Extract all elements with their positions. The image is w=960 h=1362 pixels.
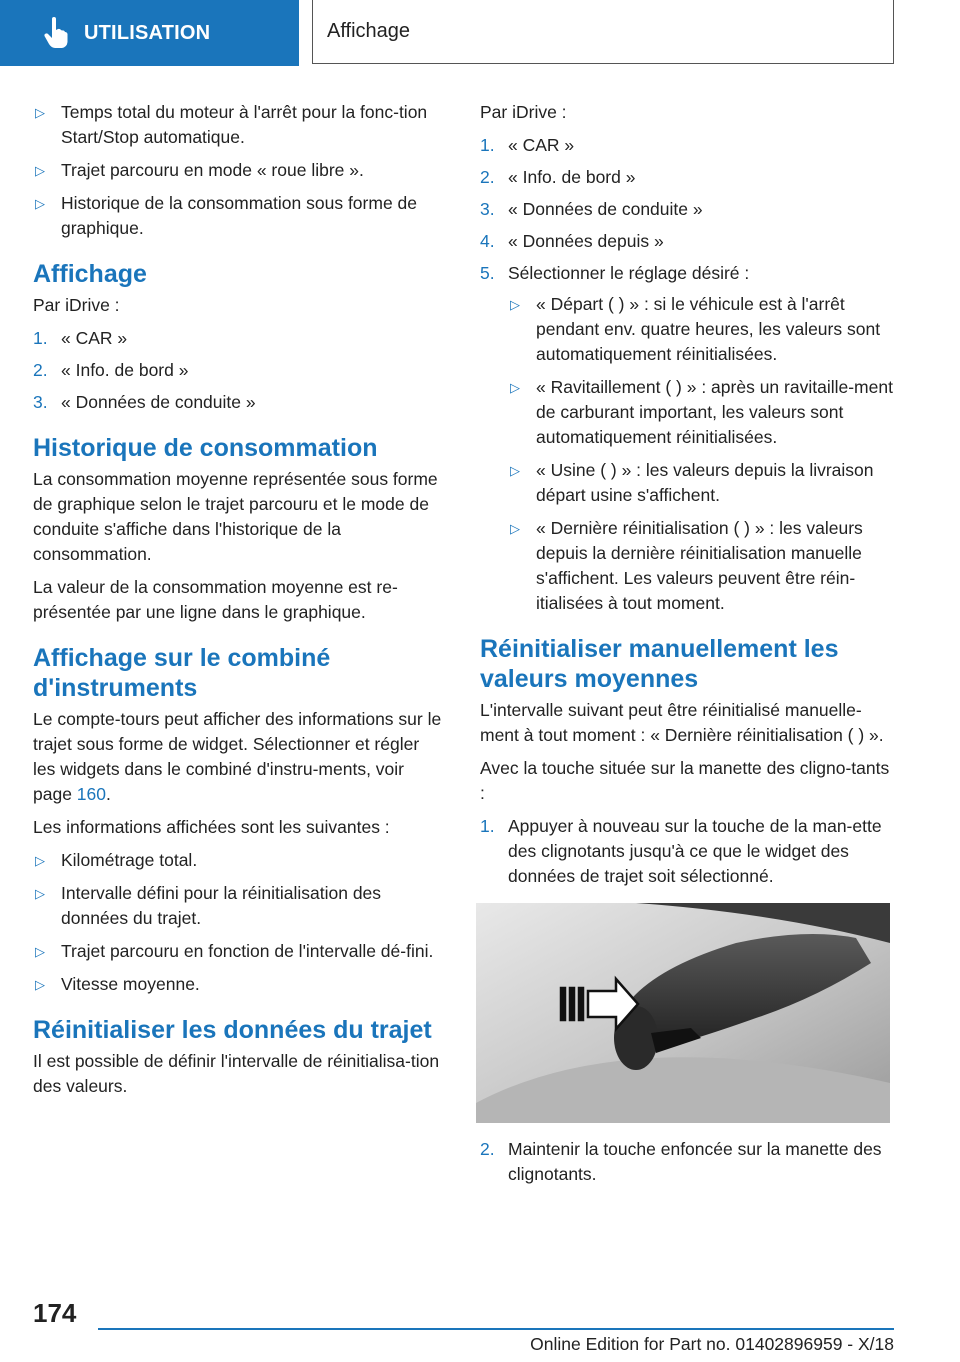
section-label: UTILISATION	[84, 21, 211, 44]
footer-divider	[98, 1328, 894, 1330]
right-column	[480, 100, 894, 1195]
paragraph: La consommation moyenne représentée sous forme de graphique selon le trajet parcouru et le mode de conduite s'affiche dans l'historique de la consommation.	[33, 469, 438, 564]
list-item: ▷ « Usine ( ) » : les valeurs depuis la livraison départ usine s'affichent.	[510, 460, 874, 505]
list-item: ▷ « Ravitaillement ( ) » : après un ravitaille‐ment de carburant important, les valeurs sont automatiquement réinitialisées.	[510, 377, 893, 447]
triangle-bullet-icon: ▷	[35, 886, 45, 901]
triangle-bullet-icon: ▷	[35, 196, 45, 211]
combine-bullet-list	[33, 848, 443, 997]
manual-steps	[480, 814, 894, 889]
left-column	[33, 100, 443, 1107]
heading-reinit-manuel: Réinitialiser manuellement les valeurs moyennes	[480, 635, 839, 693]
paragraph: Par iDrive :	[480, 102, 567, 122]
list-item: 1. « CAR »	[33, 328, 128, 348]
paragraph: Les informations affichées sont les suivantes :	[33, 817, 390, 837]
heading-historique: Historique de consommation	[33, 434, 378, 462]
triangle-bullet-icon: ▷	[35, 853, 45, 868]
list-item: ▷ Kilométrage total.	[33, 848, 443, 873]
page-number: 174	[33, 1298, 77, 1328]
heading-reinit-trajet: Réinitialiser les données du trajet	[33, 1016, 432, 1044]
affichage-steps	[33, 326, 443, 415]
paragraph: Par iDrive :	[33, 295, 120, 315]
heading-affichage: Affichage	[33, 260, 147, 288]
page-link[interactable]: 160	[76, 784, 106, 804]
triangle-bullet-icon: ▷	[35, 163, 45, 178]
triangle-bullet-icon: ▷	[35, 105, 45, 120]
page-title: Affichage	[327, 20, 411, 42]
list-item: ▷ Intervalle défini pour la réinitialisation des données du trajet.	[35, 883, 382, 928]
list-item: ▷ « Départ ( ) » : si le véhicule est à l'arrêt pendant env. quatre heures, les valeurs sont automatiquement réinitialisées.	[510, 294, 881, 364]
list-item: 1. Appuyer à nouveau sur la touche de la man‐ette des clignotants jusqu'à ce que le widget des données de trajet soit sélectionné.	[480, 816, 882, 886]
section-tab	[0, 0, 299, 66]
list-item: 5. Sélectionner le réglage désiré : ▷ « Départ ( ) » : si le véhicule est à l'arrêt pendant env. quatre heures, les valeurs sont automatiquement réinitialisées. ▷ « Ravitaillement ( ) » : après un ravitaille‐ment de carburant important, les valeurs sont automatiquement réinitialisées. ▷ « Usine ( ) » : les valeurs depuis la livraison départ usine s'affichent. ▷ « Dernière réinitialisation ( ) » : les valeurs depuis la dernière réinitialisation manuelle s'affichent. Les valeurs peuvent être réin‐itialisées à tout moment.	[480, 261, 894, 616]
manual-steps-cont	[480, 1137, 894, 1187]
list-item: 4. « Données depuis »	[480, 231, 664, 251]
list-item: 3. « Données de conduite »	[480, 199, 703, 219]
triangle-bullet-icon: ▷	[510, 521, 520, 536]
paragraph: Il est possible de définir l'intervalle de réinitialisa‐tion des valeurs.	[33, 1051, 440, 1096]
hand-pointer-icon	[36, 13, 76, 53]
heading-combine: Affichage sur le combiné d'instruments	[33, 644, 331, 702]
list-item: ▷ Temps total du moteur à l'arrêt pour la fonc‐tion Start/Stop automatique.	[35, 102, 428, 147]
data-steps	[480, 133, 894, 616]
list-item: ▷ Trajet parcouru en mode « roue libre ».	[33, 158, 443, 183]
list-item: 2. « Info. de bord »	[33, 360, 189, 380]
list-item: ▷ Historique de la consommation sous forme de graphique.	[35, 193, 418, 238]
list-item: 2. Maintenir la touche enfoncée sur la manette des clignotants.	[480, 1139, 882, 1184]
setting-options	[508, 292, 894, 616]
triangle-bullet-icon: ▷	[510, 297, 520, 312]
list-item: 3. « Données de conduite »	[33, 392, 256, 412]
paragraph: L'intervalle suivant peut être réinitialisé manuelle‐ment à tout moment : « Dernière réinitialisation ( ) ».	[480, 700, 884, 745]
triangle-bullet-icon: ▷	[35, 944, 45, 959]
list-item: ▷ Trajet parcouru en fonction de l'intervalle dé‐fini.	[33, 939, 443, 964]
list-item: 2. « Info. de bord »	[480, 167, 636, 187]
triangle-bullet-icon: ▷	[35, 977, 45, 992]
footer-edition: Online Edition for Part no. 01402896959 - X/18	[530, 1334, 894, 1354]
triangle-bullet-icon: ▷	[510, 463, 520, 478]
turn-signal-lever-photo	[476, 903, 890, 1123]
list-item: ▷ « Dernière réinitialisation ( ) » : les valeurs depuis la dernière réinitialisation manuelle s'affichent. Les valeurs peuvent être réin‐itialisées à tout moment.	[510, 518, 863, 613]
list-item: ▷ Vitesse moyenne.	[33, 972, 443, 997]
list-item: 1. « CAR »	[480, 135, 575, 155]
paragraph: Le compte-tours peut afficher des informations sur le trajet sous forme de widget. Sélectionner et régler les widgets dans le combiné d'instru‐ments, voir page 160.	[33, 709, 442, 804]
paragraph: Avec la touche située sur la manette des cligno‐tants :	[480, 758, 890, 803]
intro-bullet-list	[33, 100, 443, 241]
paragraph: La valeur de la consommation moyenne est re‐présentée par une ligne dans le graphique.	[33, 577, 398, 622]
page-title-box	[312, 0, 894, 64]
triangle-bullet-icon: ▷	[510, 380, 520, 395]
